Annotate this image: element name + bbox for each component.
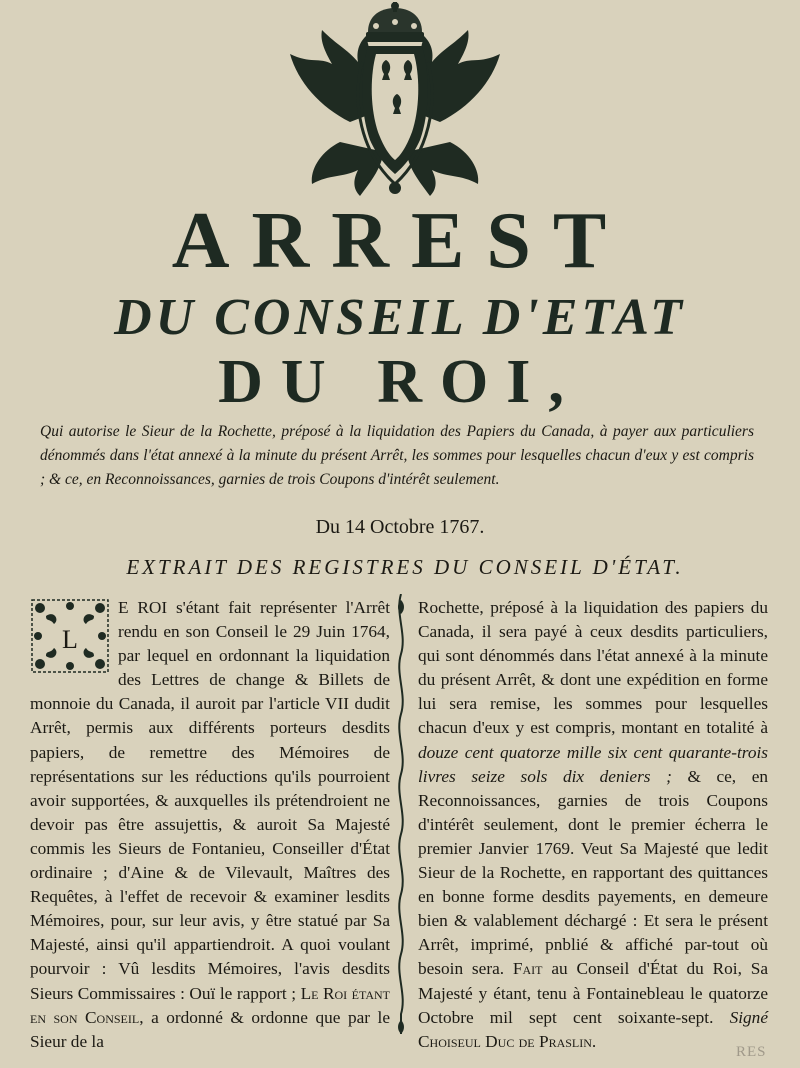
floral-dropcap-icon [30, 598, 110, 674]
text-column-left [30, 596, 390, 1054]
title-du-roi: DU ROI, [218, 348, 582, 416]
fait-word: Fait [512, 959, 543, 979]
le-roi-conseil-phrase: Le Roi étant en son Conseil, [30, 983, 391, 1027]
total-amount: douze cent quatorze mille six cent quarante-trois livres seize sols dix deniers ; [418, 742, 768, 786]
decree-summary: Qui autorise le Sieur de la Rochette, préposé à la liquidation des Papiers du Canada, à payer aux particuliers dénommés dans l'état annexé à la minute du présent Arrêt, les sommes pour lesquelles chacun d'eux y est compris ; & ce, en Reconnoissances, garnies de trois Coupons d'intérêt seulement. [40, 423, 754, 488]
left-column-ending: a ordonné & ordonne que par le Sieur de la [30, 1007, 390, 1051]
extract-heading: EXTRAIT DES REGISTRES DU CONSEIL D'ÉTAT. [126, 555, 684, 579]
royal-arms-icon [280, 2, 510, 198]
dropcap-letter: L [62, 625, 78, 654]
right-column-text-3: au Conseil d'État du Roi, Sa Majesté y étant, tenu à Fontainebleau le quatorze Octobre mil sept cent soixante-sept. [418, 959, 768, 1027]
archive-mark: RES [736, 1044, 767, 1060]
decree-date: Du 14 Octobre 1767. [315, 516, 485, 538]
right-column-text-2: & ce, en Reconnoissances, garnies de trois Coupons d'intérêt seulement, dont le premier écherra le premier Janvier 1769. Veut Sa Majesté que ledit Sieur de la Rochette, en rapportant des quittances en bonne forme desdits payements, en demeure bien & valablement déchargé : Et sera le présent Arrêt, imprimé, pnblié & affiché par-tout où besoin sera. [418, 766, 768, 979]
signature-label: Signé [729, 1007, 768, 1027]
title-arrest: ARREST [171, 197, 629, 285]
text-column-right [418, 596, 768, 1054]
title-conseil-detat: DU CONSEIL D'ETAT [114, 289, 686, 346]
left-column-text: E ROI s'étant fait représenter l'Arrêt rendu en son Conseil le 29 Juin 1764, par lequel en ordonnant la liquidation des Lettres de change & Billets de monnoie du Canada, il auroit par l'article VII dudit Arrêt, permis aux différents porteurs desdits papiers, de remettre des Mémoires de représentations sur les réductions qu'ils pourroient avoir supportées, & auxquelles ils prétendroient ne devoir pas être assujettis, & auroit Sa Majesté commis les Sieurs de Fontanieu, Conseiller d'État ordinaire ; d'Aine & de Vilevault, Maîtres des Requêtes, à l'effet de recevoir & examiner lesdits Mémoires, pour, sur leur avis, y être statué par Sa Majesté, ainsi qu'il appartiendroit. A quoi voulant pourvoir : Vû lesdits Mémoires, l'avis desdits Sieurs Commissaires : Ouï le rapport ; [30, 598, 390, 1003]
right-column-text-1: Rochette, préposé à la liquidation des papiers du Canada, il sera payé à ceux desdits particuliers, qui sont dénommés dans l'état annexé à la minute du présent Arrêt, & dont une expédition en forme lui sera remise, les sommes pour lesquelles chacun d'eux y est compris, montant en totalité à [418, 598, 768, 738]
signature-name: Choiseul Duc de Praslin. [418, 1031, 597, 1051]
vine-divider-icon [394, 594, 408, 1034]
